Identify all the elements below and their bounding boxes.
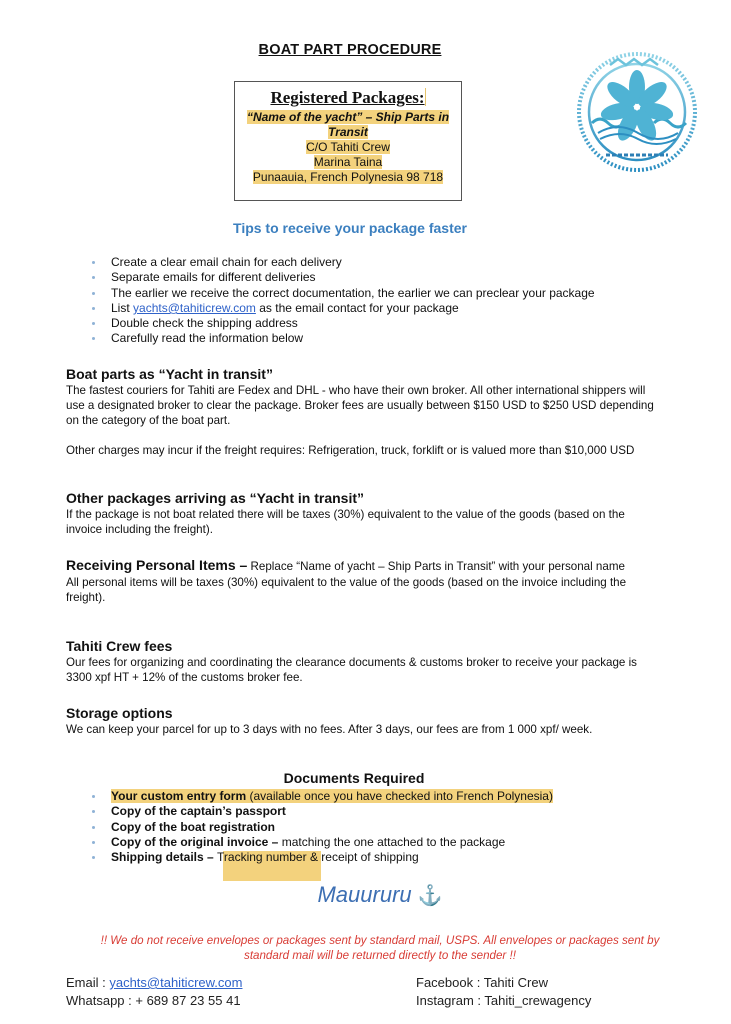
tip-item: Separate emails for different deliveries bbox=[86, 270, 686, 285]
section-storage bbox=[66, 705, 656, 737]
tips-list bbox=[86, 255, 686, 347]
document-item: Copy of the boat registration bbox=[86, 820, 606, 835]
tip-item: The earlier we receive the correct documentation, the earlier we can preclear your package bbox=[86, 286, 686, 301]
bullet-icon bbox=[92, 337, 95, 340]
footer-contact-left bbox=[66, 974, 242, 1010]
address-heading: Registered Packages: bbox=[270, 88, 425, 107]
section-paragraph: If the package is not boat related there will be taxes (30%) equivalent to the value of the goods (based on the invoice including the freight). bbox=[66, 508, 625, 537]
section-heading: Receiving Personal Items – Replace “Name of yacht – Ship Parts in Transit” with your personal name bbox=[66, 557, 625, 573]
section-boat-parts bbox=[66, 366, 656, 458]
tip-item: List yachts@tahiticrew.com as the email contact for your package bbox=[86, 301, 686, 316]
documents-list bbox=[86, 789, 606, 865]
text-cursor bbox=[425, 88, 426, 106]
address-line-yacht-name: “Name of the yacht” – Ship Parts in bbox=[246, 110, 450, 124]
section-personal-items bbox=[66, 557, 656, 605]
section-crew-fees bbox=[66, 638, 656, 685]
address-line-marina: Marina Taina bbox=[313, 155, 383, 169]
address-line-care-of: C/O Tahiti Crew bbox=[306, 140, 390, 154]
bullet-icon bbox=[92, 810, 95, 813]
section-heading: Tahiti Crew fees bbox=[66, 638, 173, 654]
section-other-packages bbox=[66, 490, 656, 537]
document-item: Copy of the original invoice – matching the one attached to the package bbox=[86, 835, 606, 850]
bullet-icon bbox=[92, 841, 95, 844]
tip-item: Double check the shipping address bbox=[86, 316, 686, 331]
section-heading: Boat parts as “Yacht in transit” bbox=[66, 366, 273, 382]
document-item: Your custom entry form (available once you have checked into French Polynesia) bbox=[86, 789, 606, 804]
footer-email: Email : yachts@tahiticrew.com bbox=[66, 975, 243, 990]
section-paragraph: Our fees for organizing and coordinating the clearance documents & customs broker to receive your package is 3300 xpf HT + 12% of the customs broker fee. bbox=[66, 656, 637, 685]
address-line-city: Punaauia, French Polynesia 98 718 bbox=[252, 170, 444, 184]
footer-contact-right bbox=[416, 974, 591, 1010]
tip-item: Create a clear email chain for each delivery bbox=[86, 255, 686, 270]
bullet-icon bbox=[92, 261, 95, 264]
section-paragraph: Other charges may incur if the freight requires: Refrigeration, truck, forklift or is valued more than $10,000 USD bbox=[66, 443, 635, 457]
tip-item: Carefully read the information below bbox=[86, 331, 686, 346]
footer-instagram: Instagram : Tahiti_crewagency bbox=[416, 993, 592, 1008]
tips-title: Tips to receive your package faster bbox=[233, 220, 467, 236]
bullet-icon bbox=[92, 292, 95, 295]
address-line-transit: Transit bbox=[328, 125, 368, 139]
bullet-icon bbox=[92, 826, 95, 829]
section-paragraph: The fastest couriers for Tahiti are Fedex and DHL - who have their own broker. All other international shippers will use a designated broker to clear the package. Broker fees are usually between $150 USD to $250 USD depending on the category of the boat part. bbox=[66, 384, 654, 428]
bullet-icon bbox=[92, 307, 95, 310]
footer-whatsapp: Whatsapp : + 689 87 23 55 41 bbox=[66, 993, 241, 1008]
document-title: BOAT PART PROCEDURE bbox=[258, 42, 442, 58]
footer-facebook: Facebook : Tahiti Crew bbox=[416, 975, 548, 990]
email-link[interactable]: yachts@tahiticrew.com bbox=[133, 300, 256, 315]
section-heading: Other packages arriving as “Yacht in transit” bbox=[66, 490, 364, 506]
document-item: Shipping details – Tracking number & receipt of shipping bbox=[86, 850, 606, 865]
documents-title: Documents Required bbox=[283, 770, 425, 786]
bullet-icon bbox=[92, 276, 95, 279]
thanks-line: Mauururu ⚓ bbox=[317, 882, 443, 907]
registered-address-box bbox=[234, 81, 462, 201]
bullet-icon bbox=[92, 322, 95, 325]
section-paragraph: All personal items will be taxes (30%) equivalent to the value of the goods (based on the invoice including the freight). bbox=[66, 576, 627, 605]
bullet-icon bbox=[92, 856, 95, 859]
section-paragraph: We can keep your parcel for up to 3 days with no fees. After 3 days, our fees are from 1 000 xpf/ week. bbox=[66, 723, 593, 736]
bullet-icon bbox=[92, 795, 95, 798]
tahiti-crew-logo bbox=[570, 45, 705, 180]
document-item: Copy of the captain’s passport bbox=[86, 804, 606, 819]
footer-email-link[interactable]: yachts@tahiticrew.com bbox=[109, 975, 243, 990]
section-heading: Storage options bbox=[66, 705, 173, 721]
anchor-icon: ⚓ bbox=[417, 885, 443, 907]
mail-warning: !! We do not receive envelopes or packages sent by standard mail, USPS. All envelopes or packages sent by standard mail will be returned directly to the sender !! bbox=[100, 934, 660, 962]
